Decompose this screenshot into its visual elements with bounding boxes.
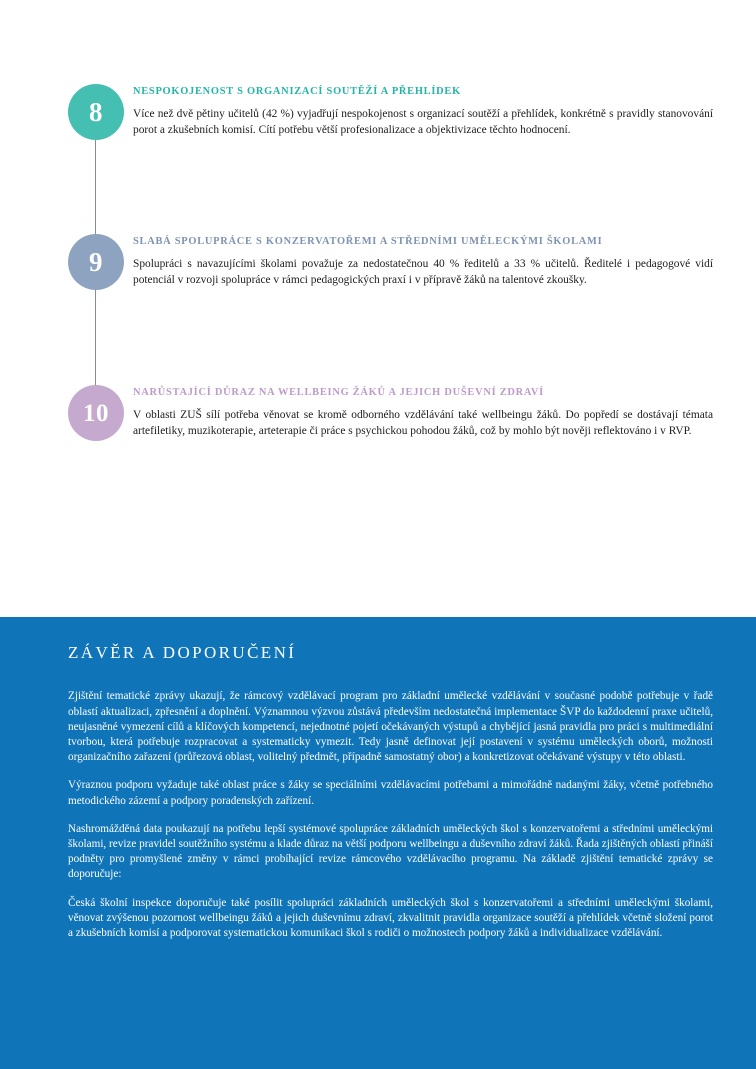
conclusion-content bbox=[68, 643, 713, 941]
conclusion-paragraph: Zjištění tematické zprávy ukazují, že rámcový vzdělávací program pro základní umělecké vzdělávání v současné podobě potřebuje v řadě oblastí aktualizaci, zpřesnění a doplnění. Významnou výzvou zůstává především nedostatečná implementace ŠVP do každodenní praxe učitelů, neujasněné vymezení cílů a klíčových kompetencí, nejednotné pojetí očekávaných výstupů a chybějící jasná pravidla pro práci s multimediální tvorbou, která potřebuje rozpracovat a systematicky vymezit. Tedy jasně definovat její postavení v systému uměleckých oborů, možnosti organizačního zařazení (průřezová oblast, volitelný předmět, případně samostatný obor) a konkretizovat očekávané výstupy v této oblasti. bbox=[68, 690, 713, 764]
finding-number-badge: 10 bbox=[68, 385, 124, 441]
conclusion-title: ZÁVĚR A DOPORUČENÍ bbox=[68, 643, 297, 662]
conclusion-paragraph: Nashromážděná data poukazují na potřebu lepší systémové spolupráce základních uměleckých škol s konzervatořemi a středními uměleckými školami, revize pravidel soutěžního systému a klade důraz na větší podporu wellbeingu a duševního zdraví žáků. Řada zjištěných oblastí přináší podněty pro promyšlené změny v rámci probíhající revize rámcového vzdělávacího programu. Na základě zjištění tematické zprávy se doporučuje: bbox=[68, 822, 713, 881]
timeline-marker-9 bbox=[68, 234, 124, 290]
finding-text: Spolupráci s navazujícími školami považuje za nedostatečnou 40 % ředitelů a 33 % učitelů. Ředitelé i pedagogové vidí potenciál v rozvoji spolupráce v rámci pedagogických praxí i v přípravě žáků na talentové zkoušky. bbox=[133, 258, 713, 286]
conclusion-paragraph: Česká školní inspekce doporučuje také posílit spolupráci základních uměleckých škol s konzervatořemi a středními uměleckými školami, věnovat zvýšenou pozornost wellbeingu žáků a jejich duševnímu zdraví, zkvalitnit pravidla organizace soutěží a přehlídek včetně složení porot a zkušebních komisí a podporovat systematickou komunikaci škol s rodiči o možnostech podpory žáků a individualizace vzdělávání. bbox=[68, 896, 713, 940]
timeline-connector-line bbox=[95, 290, 96, 386]
finding-number-badge: 9 bbox=[68, 234, 124, 290]
timeline-marker-8 bbox=[68, 84, 124, 140]
finding-number-badge: 8 bbox=[68, 84, 124, 140]
finding-heading: SLABÁ SPOLUPRÁCE S KONZERVATOŘEMI A STŘEDNÍMI UMĚLECKÝMI ŠKOLAMI bbox=[133, 236, 603, 247]
finding-content-10 bbox=[133, 387, 713, 439]
finding-content-9 bbox=[133, 236, 713, 288]
finding-heading: NARŮSTAJÍCÍ DŮRAZ NA WELLBEING ŽÁKŮ A JEJICH DUŠEVNÍ ZDRAVÍ bbox=[133, 387, 544, 398]
timeline-marker-10 bbox=[68, 385, 124, 441]
finding-text: V oblasti ZUŠ sílí potřeba věnovat se kromě odborného vzdělávání také wellbeingu žáků. Do popředí se dostávají témata artefiletiky, muzikoterapie, arteterapie či práce s psychickou pohodou žáků, což by mohlo být nověji reflektováno i v RVP. bbox=[133, 409, 713, 437]
finding-heading: NESPOKOJENOST S ORGANIZACÍ SOUTĚŽÍ A PŘEHLÍDEK bbox=[133, 86, 461, 97]
conclusion-section bbox=[0, 617, 756, 1069]
finding-text: Více než dvě pětiny učitelů (42 %) vyjadřují nespokojenost s organizací soutěží a přehlídek, konkrétně s pravidly stanovování porot a zkušebních komisí. Cítí potřebu větší profesionalizace a objektivizace těchto hodnocení. bbox=[133, 108, 713, 136]
finding-content-8 bbox=[133, 86, 713, 138]
conclusion-paragraph: Výraznou podporu vyžaduje také oblast práce s žáky se speciálními vzdělávacími potřebami a mimořádně nadanými žáky, včetně potřebného metodického zázemí a podpory poradenských zařízení. bbox=[68, 779, 713, 807]
timeline-connector-line bbox=[95, 140, 96, 236]
